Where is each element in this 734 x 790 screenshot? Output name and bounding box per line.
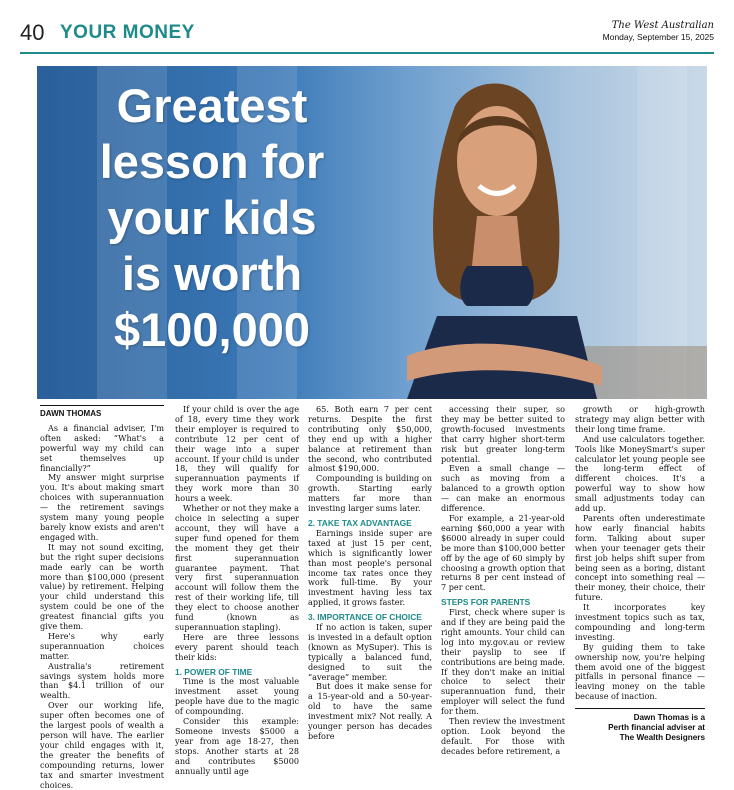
paragraph: For example, a 21-year-old earning $60,000 a year with $6000 already in super could be more than $100,000 better off by the age of 60 simply by choosing a growth option that returns 8 per cent instead of 7 per cent. <box>441 512 565 593</box>
subheading: 2. TAKE TAX ADVANTAGE <box>308 517 412 528</box>
paragraph: By guiding them to take ownership now, you're helping them avoid one of the biggest pitfalls in personal finance — leaving money on the table because of inaction. <box>575 641 705 702</box>
article-column <box>40 405 164 790</box>
headline-line: your kids <box>107 191 317 244</box>
paragraph: My answer might surprise you. It's about making smart choices with superannuation — the retirement savings system many young people barely know exists and aren't engaged with. <box>40 472 164 542</box>
paragraph: It incorporates key investment topics such as tax, compounding and long-term investing. <box>575 602 705 642</box>
paragraph: Then review the investment option. Look beyond the default. For those with decades before retirement, a <box>441 716 565 756</box>
headline-line: lesson for <box>99 135 325 188</box>
paragraph: Compounding is building on growth. Starting early matters far more than investing larger sums later. <box>308 473 432 514</box>
headline-line: Greatest <box>116 79 308 132</box>
paragraph: And use calculators together. Tools like MoneySmart's super calculator let young people see the long-term effect of different choices. It's a powerful way to show how small adjustments today can add up. <box>575 433 705 514</box>
paragraph: growth or high-growth strategy may align better with their long time frame. <box>575 404 705 434</box>
paragraph: Even a small change — such as moving from a balanced to a growth option — can make an enormous difference. <box>441 463 565 514</box>
paragraph: If your child is over the age of 18, every time they work their employer is required to contribute 12 per cent of their wage into a super account. If your child is under 18, they will qualify for superannuation payments if they work more than 30 hours a week. <box>175 404 299 504</box>
headline <box>47 78 377 358</box>
article-column <box>175 405 299 777</box>
section-title: YOUR MONEY <box>60 22 195 43</box>
page-number: 40 <box>20 20 45 45</box>
bio-line: Dawn Thomas is a <box>633 713 705 723</box>
paragraph: 65. Both earn 7 per cent returns. Despite the first contributing only $50,000, they end up with a higher balance at retirement than the second, who contributed almost $190,000. <box>308 404 432 474</box>
paragraph: Australia's retirement savings system holds more than $4.1 trillion of our wealth. <box>40 660 164 701</box>
paragraph: As a financial adviser, I'm often asked: “What's a powerful way my child can set themselves up financially?” <box>40 422 164 473</box>
header-rule <box>20 52 714 54</box>
page-header <box>20 20 714 50</box>
paragraph: Consider this example: Someone invests $5000 a year from age 18-27, then stops. Another starts at 28 and contributes $5000 annually until age <box>175 716 299 776</box>
paragraph: Over our working life, super often becomes one of the largest pools of wealth a person will have. The earlier your child engages with it, the greater the benefits of compounding returns, lower tax and smarter investment choices. <box>40 700 164 790</box>
paragraph: Here's why early superannuation choices matter. <box>40 630 164 661</box>
article-body <box>30 404 714 790</box>
byline: DAWN THOMAS <box>40 405 164 419</box>
article-column <box>441 405 565 757</box>
paper-name: The West Australian <box>611 20 714 31</box>
bio-line: Perth financial adviser at <box>608 723 705 733</box>
paragraph: Whether or not they make a choice in selecting a super account, they will have a super fund opened for them the moment they get their first superannuation guarantee payment. That very first superannuation account will follow them the rest of their working life, till they elect to choose another fund (known as superannuation stapling). <box>175 503 299 632</box>
paragraph: Time is the most valuable investment asset young people have due to the magic of compounding. <box>175 676 299 717</box>
paragraph: If no action is taken, super is invested in a default option (known as MySuper). This is typically a balanced fund, designed to suit the “average” member. <box>308 622 432 682</box>
subheading: STEPS FOR PARENTS <box>441 597 531 608</box>
hero-image <box>37 66 707 399</box>
issue-date: Monday, September 15, 2025 <box>602 32 714 42</box>
paragraph: Parents often underestimate how early financial habits form. Talking about super when your teenager gets their first job helps shift super from being seen as a boring, distant concept into something real — their money, their choice, their future. <box>575 512 705 603</box>
column-body <box>575 405 705 702</box>
article-column <box>575 405 705 743</box>
paragraph: But does it make sense for a 15-year-old and a 50-year-old to have the same investment mix? Not really. A younger person has decades before <box>308 681 432 741</box>
paragraph: Here are three lessons every parent should teach their kids: <box>175 631 299 662</box>
masthead <box>603 20 714 42</box>
article-column <box>308 405 432 742</box>
subheading: 1. POWER OF TIME <box>175 666 253 677</box>
paragraph: First, check where super is and if they are being paid the right amounts. Your child can log into my.gov.au or review their payslip to see if contributions are being made. If they don't make an initial choice to select their superannuation fund, their employer will select the fund for them. <box>441 607 566 717</box>
paragraph: It may not sound exciting, but the right super decisions made early can be worth more than $100,000 (present value) by retirement. Helping your child understand this system could be one of the greatest financial gifts you give them. <box>40 541 164 632</box>
woman-portrait-illustration <box>367 66 627 399</box>
bio-line: The Wealth Designers <box>619 733 705 743</box>
subheading: 3. IMPORTANCE OF CHOICE <box>308 612 422 623</box>
author-bio <box>575 708 705 743</box>
paragraph: accessing their super, so they may be better suited to growth-focused investments that carry higher short-term risk but greater long-term potential. <box>441 404 565 464</box>
headline-line: is worth <box>121 247 303 300</box>
paragraph: Earnings inside super are taxed at just 15 per cent, which is significantly lower than most people's personal income tax rates once they work full-time. By your investment having less tax applied, it grows faster. <box>308 527 432 608</box>
headline-line: $100,000 <box>113 303 311 356</box>
